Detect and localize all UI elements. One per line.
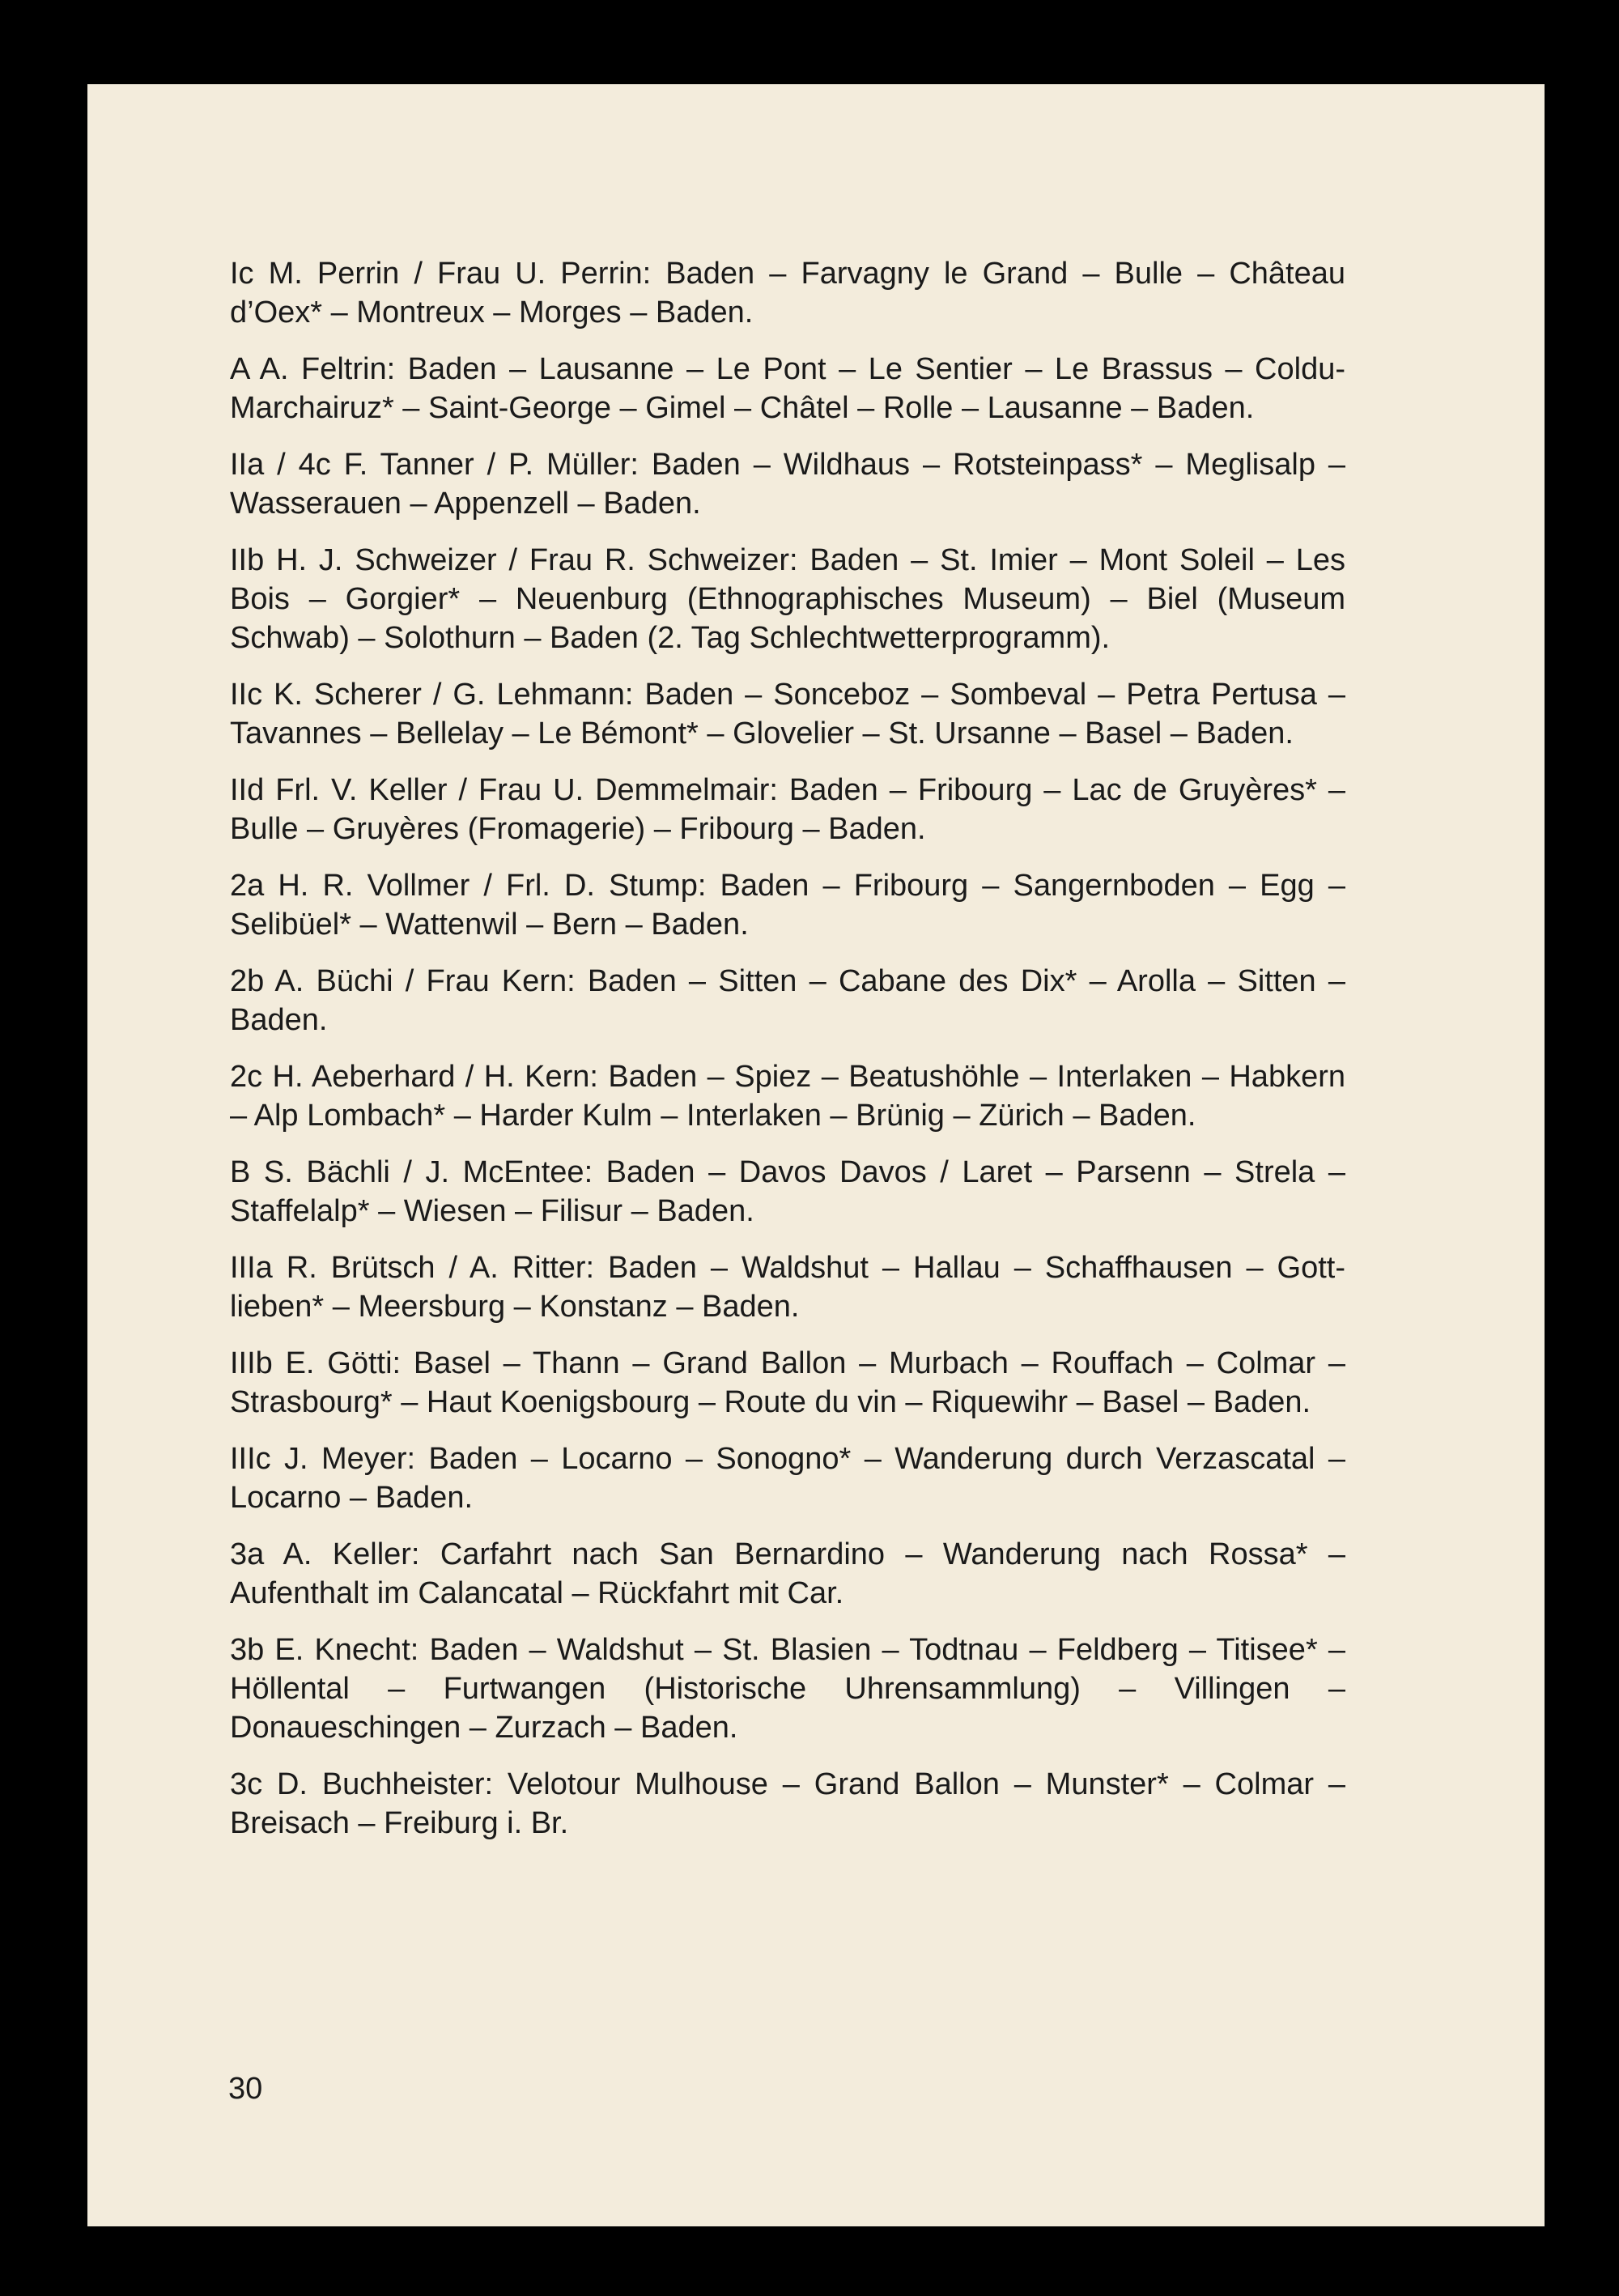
tour-entry: 2b A. Büchi / Frau Kern: Baden – Sitten – Cabane des Dix* – Arolla – Sitten – Baden. <box>230 964 1345 1037</box>
tour-entry: 3b E. Knecht: Baden – Waldshut – St. Blasien – Todtnau – Feldberg – Titisee* – Höllental – Furtwangen (Historische Uhrensammlung) – Villingen – Donaueschingen – Zurzach – Baden. <box>230 1633 1345 1745</box>
document-page <box>87 84 1545 2226</box>
tour-entry: 2a H. R. Vollmer / Frl. D. Stump: Baden – Fribourg – Sangernboden – Egg – Selibüel* – Wattenwil – Bern – Baden. <box>230 869 1345 942</box>
tour-entry: 3a A. Keller: Carfahrt nach San Bernardino – Wanderung nach Rossa* – Aufenthalt im Calancatal – Rückfahrt mit Car. <box>230 1537 1345 1610</box>
tour-entry: IIIa R. Brütsch / A. Ritter: Baden – Waldshut – Hallau – Schaffhausen – Gottlieben* – Meersburg – Konstanz – Baden. <box>230 1251 1345 1324</box>
tour-entry: IIIc J. Meyer: Baden – Locarno – Sonogno* – Wanderung durch Verzascatal – Locarno – Baden. <box>230 1442 1345 1515</box>
tour-entry: B S. Bächli / J. McEntee: Baden – Davos Davos / Laret – Parsenn – Strela – Staffelalp* – Wiesen – Filisur – Baden. <box>230 1155 1345 1228</box>
tour-list <box>230 254 1345 1860</box>
tour-entry: Ic M. Perrin / Frau U. Perrin: Baden – Farvagny le Grand – Bulle – Château d’Oex* – Montreux – Morges – Baden. <box>230 257 1345 330</box>
tour-entry: IIc K. Scherer / G. Lehmann: Baden – Sonceboz – Sombeval – Petra Pertusa – Tavannes – Bellelay – Le Bémont* – Glovelier – St. Ursanne – Basel – Baden. <box>230 678 1345 750</box>
tour-entry: IId Frl. V. Keller / Frau U. Demmelmair: Baden – Fribourg – Lac de Gruyères* – Bulle – Gruyères (Fromagerie) – Fribourg – Baden. <box>230 773 1345 846</box>
tour-entry: 2c H. Aeberhard / H. Kern: Baden – Spiez – Beatushöhle – Interlaken – Habkern – Alp Lombach* – Harder Kulm – Interlaken – Brünig – Zürich – Baden. <box>230 1060 1345 1133</box>
tour-entry: IIIb E. Götti: Basel – Thann – Grand Ballon – Murbach – Rouffach – Colmar – Strasbourg* – Haut Koenigsbourg – Route du vin – Riquewihr – Basel – Baden. <box>230 1346 1345 1419</box>
tour-entry: IIa / 4c F. Tanner / P. Müller: Baden – Wildhaus – Rotsteinpass* – Meglisalp – Wasserauen – Appenzell – Baden. <box>230 448 1345 521</box>
tour-entry: 3c D. Buchheister: Velotour Mulhouse – Grand Ballon – Munster* – Colmar – Breisach – Freiburg i. Br. <box>230 1767 1345 1840</box>
page-number: 30 <box>228 2072 263 2106</box>
tour-entry: A A. Feltrin: Baden – Lausanne – Le Pont – Le Sentier – Le Brassus – Coldu-Marchairuz* – Saint-George – Gimel – Châtel – Rolle – Lausanne – Baden. <box>230 352 1345 425</box>
tour-entry: IIb H. J. Schweizer / Frau R. Schweizer: Baden – St. Imier – Mont Soleil – Les Bois – Gorgier* – Neuenburg (Ethnographisches Museum) – Biel (Museum Schwab) – Solothurn – Baden (2. Tag Schlechtwetterprogramm). <box>230 543 1345 655</box>
